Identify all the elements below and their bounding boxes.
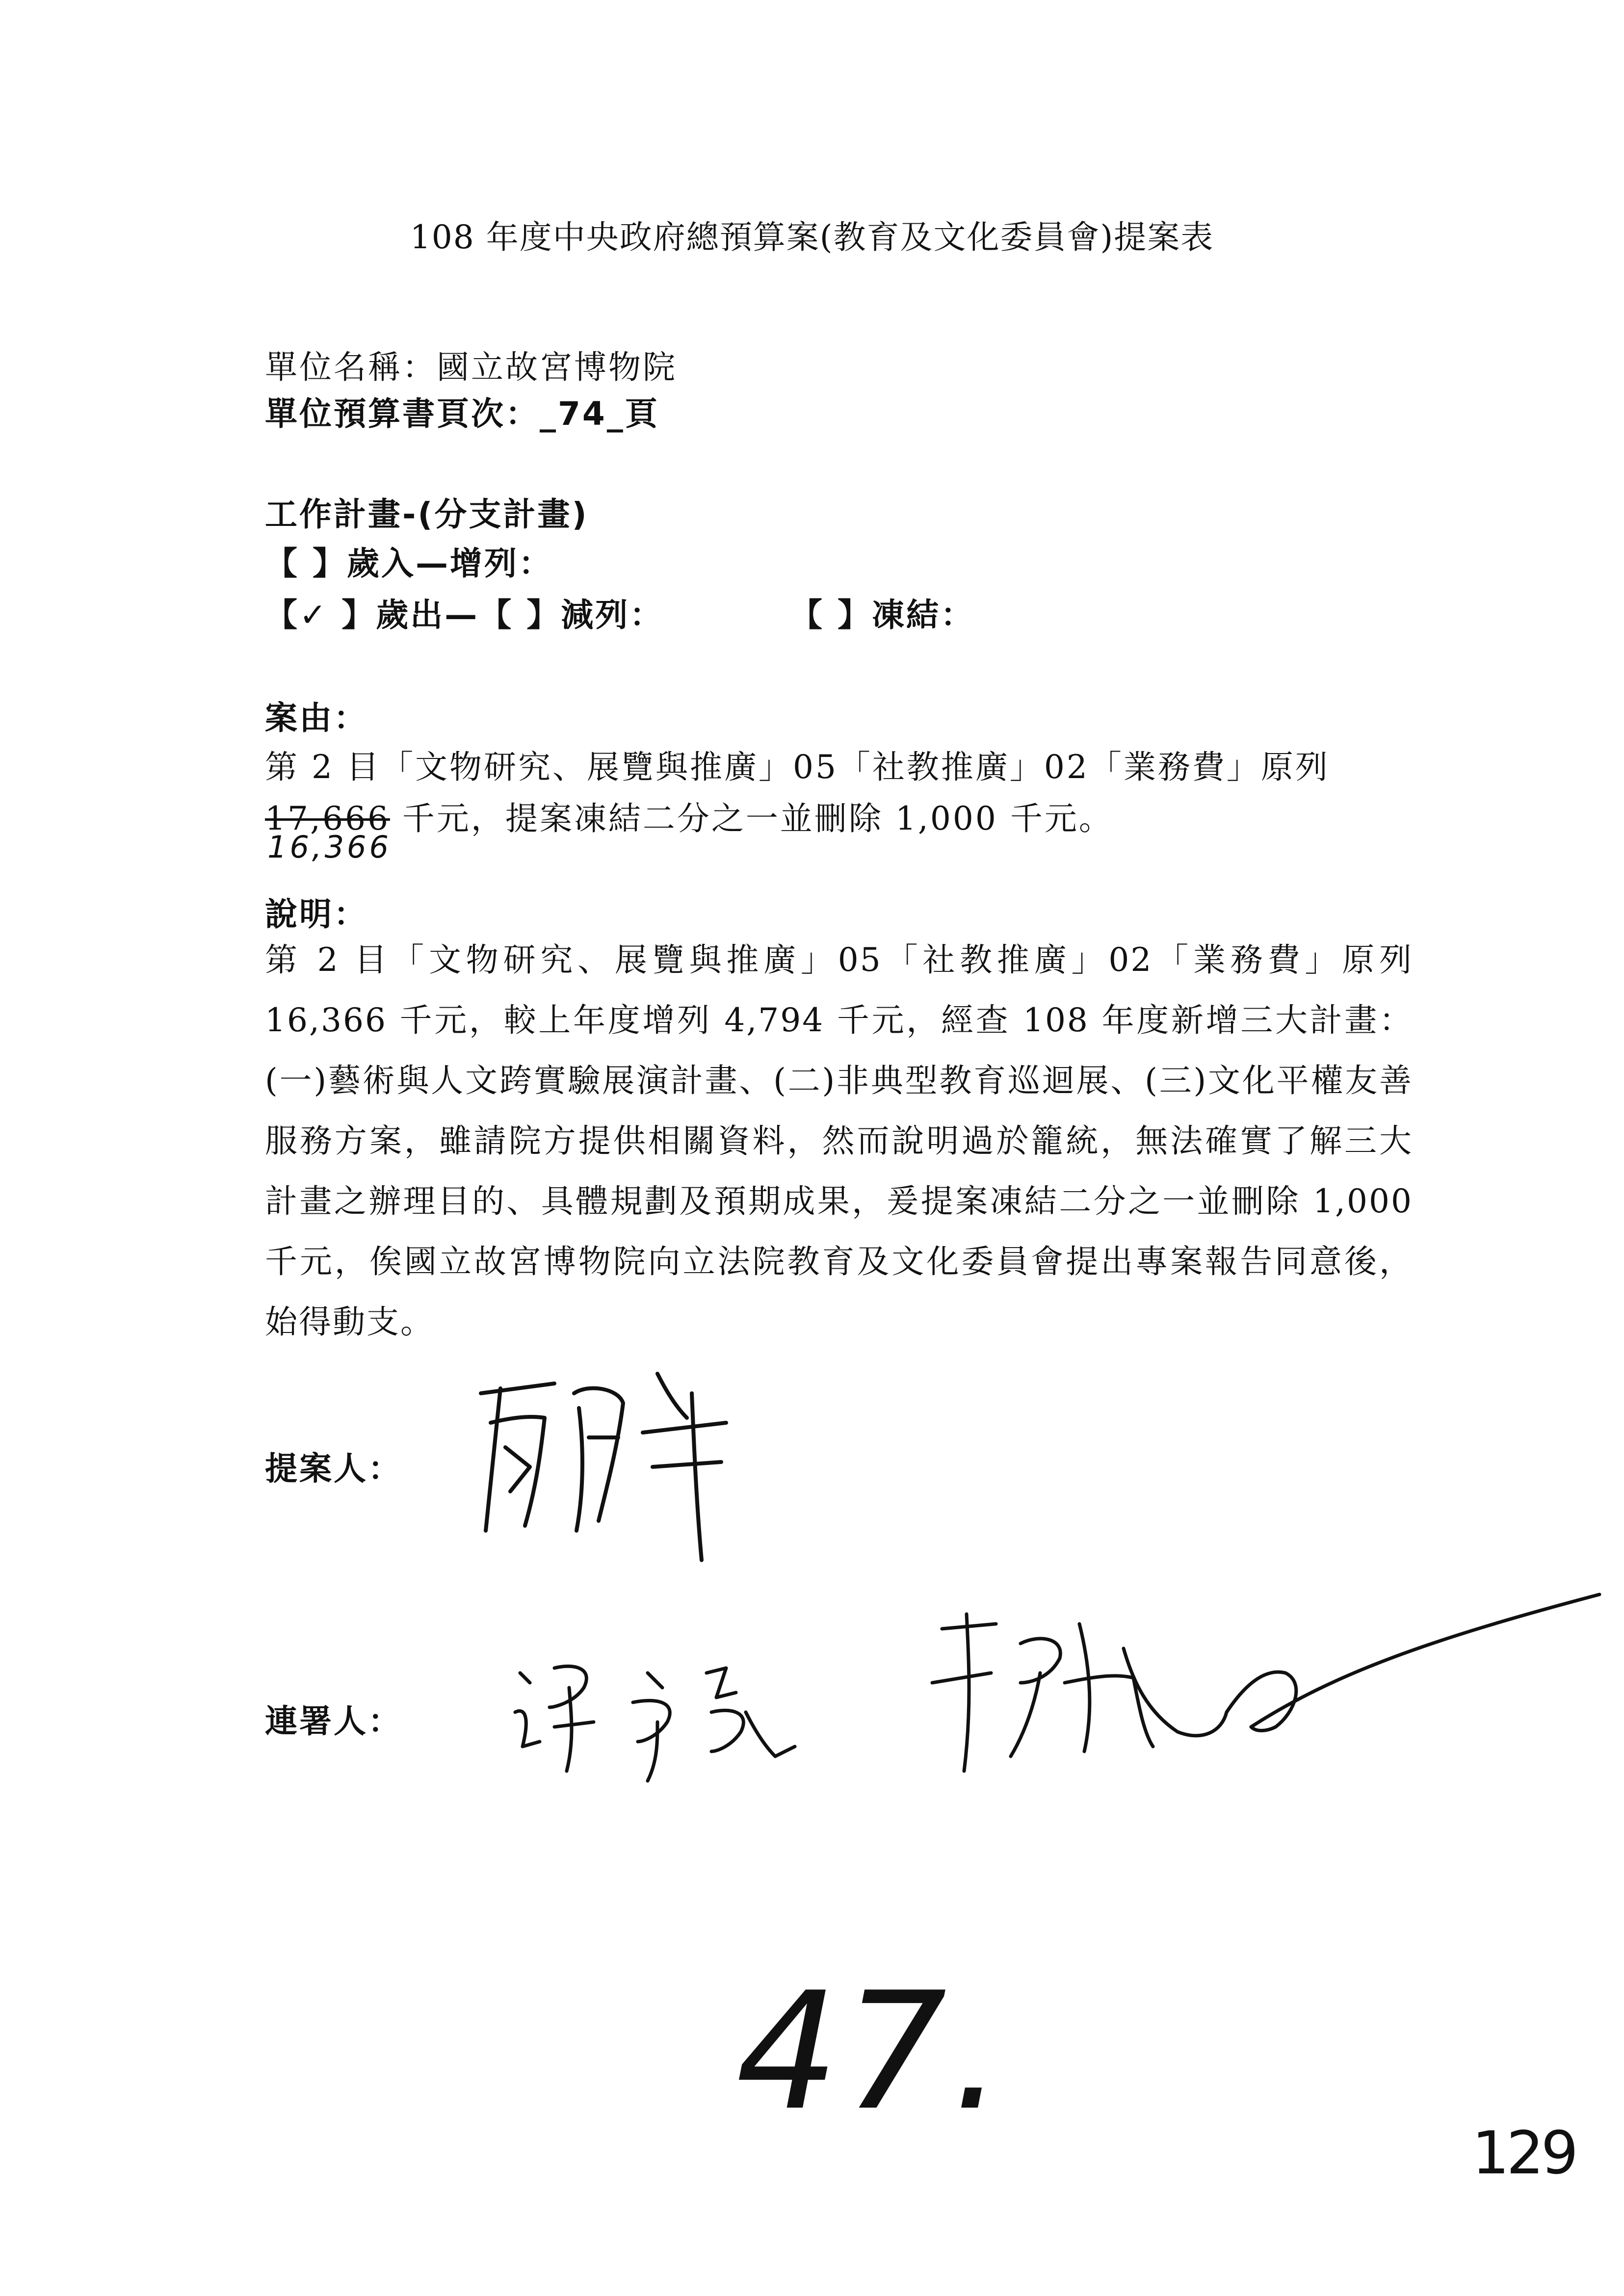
cosigner-signatures [500, 1585, 1604, 1791]
case-line-2-rest: 千元，提案凍結二分之一並刪除 1,000 千元。 [402, 800, 1113, 837]
budget-page: 單位預算書頁次：_74_頁 [265, 395, 659, 433]
unit-name: 單位名稱：國立故宮博物院 [265, 348, 677, 386]
explanation-body: 第 2 目「文物研究、展覽與推廣」05「社教推廣」02「業務費」原列 16,366 千元，較上年度增列 4,794 千元，經查 108 年度新增三大計畫：(一)藝術與人文跨實驗展演計畫、(二)非典型教育巡迴展、(三)文化平權友善服務方案，雖請院方提供相關資料，然而說明過於籠統，無法確實了解三大計畫之辦理目的、具體規劃及預期成果，爰提案凍結二分之一並刪除 1,000 千元，俟國立故宮博物院向立法院教育及文化委員會提出專案報告同意後，始得動支。 [265, 941, 1413, 1341]
cosigner-label: 連署人： [265, 1702, 402, 1740]
revenue-line: 【 】歲入—增列： [265, 545, 553, 582]
proposer-signature [471, 1364, 746, 1570]
expenditure-line: 【✓ 】歲出—【 】減列： [265, 596, 664, 634]
case-line-1: 第 2 目「文物研究、展覽與推廣」05「社教推廣」02「業務費」原列 [265, 748, 1330, 786]
proposer-label: 提案人： [265, 1450, 402, 1487]
freeze-line: 【 】凍結： [790, 596, 975, 634]
page-number: 129 [1472, 2119, 1576, 2188]
handwritten-correction: 16,366 [267, 829, 392, 865]
case-heading: 案由： [265, 699, 368, 737]
explanation-heading: 說明： [265, 895, 368, 933]
page-title: 108 年度中央政府總預算案(教育及文化委員會)提案表 [410, 218, 1214, 256]
case-line-2 [265, 792, 1113, 839]
struck-amount: 17,666 [265, 800, 390, 837]
work-plan-label: 工作計畫-(分支計畫) [265, 496, 589, 533]
handwritten-number: 47. [736, 1957, 1008, 2146]
